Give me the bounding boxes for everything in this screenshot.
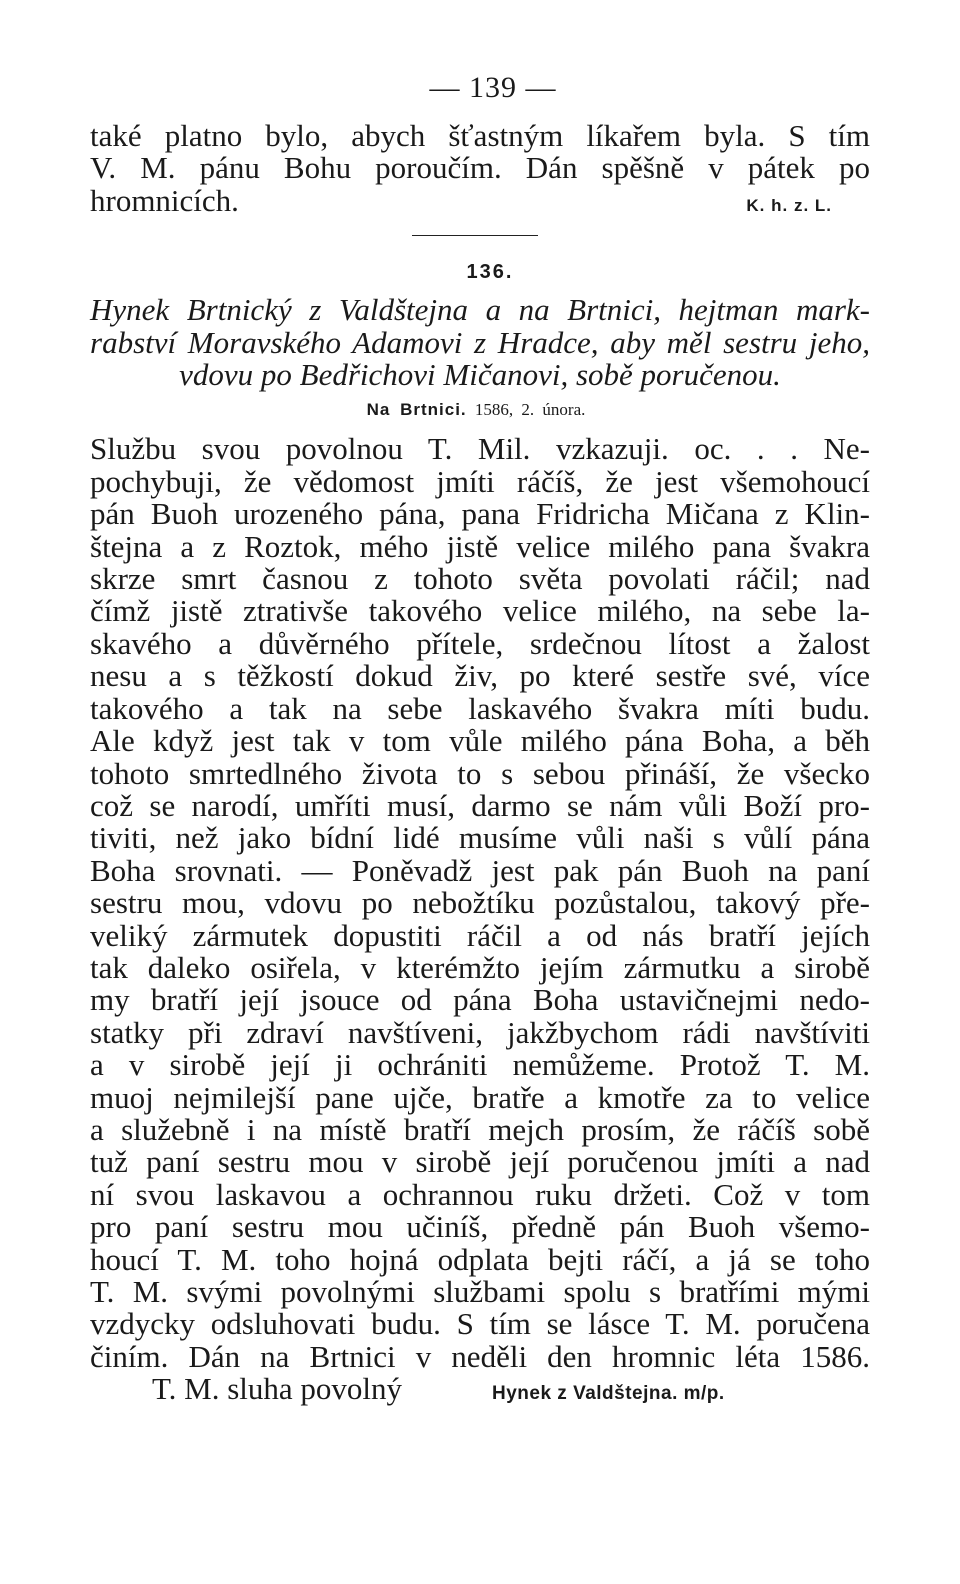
closing-formula: T. M. sluha povolný [152,1371,402,1407]
dateline-place: Na Brtnici. [366,400,467,420]
body-line: T. M. svými povolnými službami spolu s bratřími mými [90,1274,870,1309]
text-line: také platno bylo, abych šťastným líkařem byla. S tím [90,118,870,153]
body-line: Službu svou povolnou T. Mil. vzkazuji. oc. . . Ne- [90,431,870,467]
body-line: což se narodí, umříti musí, darmo se nám vůli Boží pro- [90,787,870,823]
body-line: tohoto smrtedlného života to s sebou přináší, že všecko [90,755,870,791]
body-line: statky při zdraví navštíveni, jakžbychom rádi navštíviti [90,1014,870,1050]
body-line: pro paní sestru mou učiníš, předně pán Buoh všemo- [90,1209,870,1245]
body-line: Boha srovnati. — Poněvadž jest pak pán Buoh na paní [90,852,870,888]
body-line: houcí T. M. toho hojná odplata bejti ráčí, a já se toho [90,1241,870,1277]
body-line: tak daleko osiřela, v kterémžto jejím zármutku a sirobě [90,949,870,985]
letter-body [90,433,870,1373]
body-line: skrze smrt časnou z tohoto světa povolati ráčil; nad [90,561,870,597]
closing-row [90,1373,870,1405]
text-line: V. M. pánu Bohu poroučím. Dán spěšně v pátek po [90,150,870,186]
body-line: a služebně i na místě bratří mejch prosím, že ráčíš sobě [90,1111,870,1147]
body-line: skavého a důvěrného přítele, srdečnou lítost a žalost [90,625,870,661]
body-line: Ale když jest tak v tom vůle milého pána Boha, a běh [90,723,870,759]
body-line: sestru mou, vdovu po nebožtíku pozůstalou, takový pře- [90,885,870,921]
body-line: činím. Dán na Brtnici v neděli den hromnic léta 1586. [90,1338,870,1374]
body-line: štejna a z Roztok, mého jistě velice milého pana švakra [90,528,870,564]
letter-heading [90,294,870,391]
previous-letter-signoff-row [90,182,870,218]
body-line: my bratří její jsouce od pána Boha ustavičnejmi nedo- [90,982,870,1018]
text-line: hromnicích. [90,182,239,218]
dateline-date: 1586, 2. února. [474,400,586,420]
body-line: takového a tak na sebe laskavého švakra míti budu. [90,690,870,726]
letter-number: 136. [466,261,514,284]
dateline [82,397,870,423]
body-line: pán Buoh urozeného pána, pana Fridricha Mičana z Klin- [90,496,870,532]
page-number: — 139 — [429,71,557,104]
body-line: a v sirobě její ji ochrániti nemůžeme. Protož T. M. [90,1047,870,1083]
heading-line: Hynek Brtnický z Valdštejna a na Brtnici, hejtman mark- [90,292,870,328]
body-line: ní svou laskavou a ochrannou ruku držeti. Což v tom [90,1176,870,1212]
sender-initials: K. h. z. L. [746,195,832,215]
heading-line: vdovu po Bedřichovi Mičanovi, sobě poručenou. [179,357,781,393]
section-divider [412,235,538,236]
body-line: čímž jistě ztrativše takového velice milého, na sebe la- [90,593,870,629]
signature: Hynek z Valdštejna. m/p. [492,1383,725,1405]
body-line: nesu a s těžkostí dokud živ, po které sestře své, více [90,658,870,694]
body-line: muoj nejmilejší pane ujče, bratře a kmotře za to velice [90,1079,870,1115]
body-line: tuž paní sestru mou v sirobě její poručenou jmíti a nad [90,1144,870,1180]
body-line: tiviti, než jako bídní lidé musíme vůli naši s vůlí pána [90,820,870,856]
body-line: vzdycky odsluhovati budu. S tím se lásce T. M. poručena [90,1306,870,1342]
body-line: veliký zármutek dopustiti ráčil a od nás bratří jejích [90,917,870,953]
document-page [90,70,870,1406]
heading-line: rabství Moravského Adamovi z Hradce, aby měl sestru jeho, [90,324,870,360]
previous-letter-ending [90,120,870,217]
body-line: pochybuji, že vědomost jmíti ráčíš, že jest všemohoucí [90,463,870,499]
